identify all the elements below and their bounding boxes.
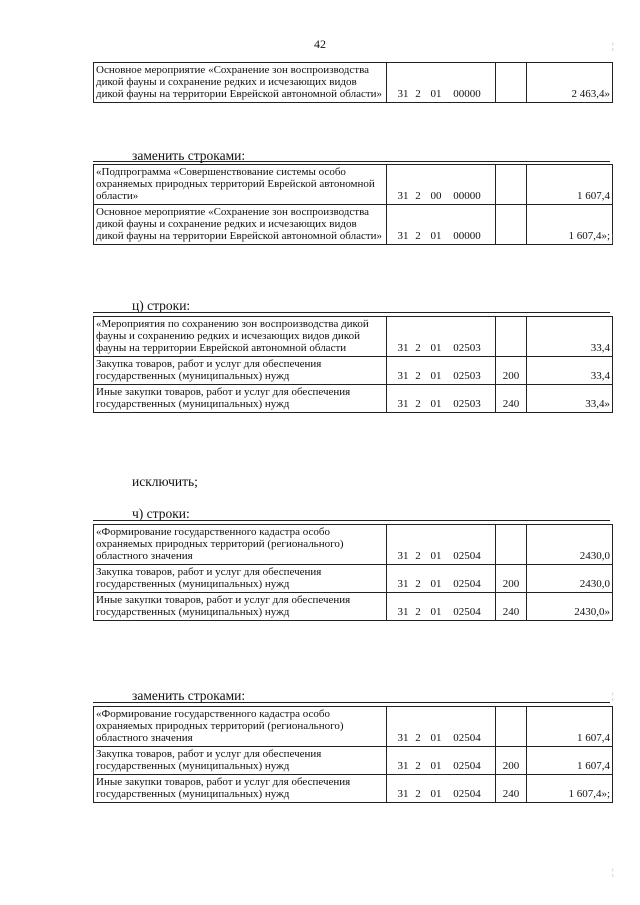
code-part-c1: 31 [397, 370, 409, 382]
expense-type-cell: 200 [496, 357, 527, 385]
scan-edge-mark: ¦ [612, 233, 614, 243]
expense-type-cell [496, 525, 527, 565]
table-original-main-event [93, 62, 613, 103]
code-part-c4: 02504 [453, 578, 481, 590]
heading-section-ch: ч) строки: [132, 506, 190, 521]
divider-line [93, 312, 610, 313]
code-part-c2: 2 [415, 788, 421, 800]
code-part-c4: 02503 [453, 398, 481, 410]
code-part-c4: 00000 [453, 88, 481, 100]
row-name-cell: Закупка товаров, работ и услуг для обеспечения государственных (муниципальных) нужд [94, 357, 387, 385]
row-name-cell: Иные закупки товаров, работ и услуг для обеспечения государственных (муниципальных) нужд [94, 593, 387, 621]
code-part-c1: 31 [397, 578, 409, 590]
row-name-cell: «Подпрограмма «Совершенствование системы особо охраняемых природных территорий Еврейской автономной области» [94, 165, 387, 205]
row-name-cell: «Формирование государственного кадастра особо охраняемых природных территорий (регионального) областного значения [94, 525, 387, 565]
code-part-c3: 01 [430, 230, 442, 242]
code-part-c2: 2 [415, 550, 421, 562]
code-part-c2: 2 [415, 88, 421, 100]
code-part-c2: 2 [415, 398, 421, 410]
code-part-c3: 01 [430, 370, 442, 382]
amount-cell: 33,4 [527, 317, 613, 357]
amount-cell: 1 607,4»; [527, 775, 613, 803]
expense-type-cell: 240 [496, 593, 527, 621]
expense-type-cell [496, 317, 527, 357]
heading-replace-with-rows-2: заменить строками: [132, 688, 246, 703]
code-part-c4: 02503 [453, 370, 481, 382]
row-name-cell: Основное мероприятие «Сохранение зон воспроизводства дикой фауны и сохранение редких и исчезающих видов дикой фауны на территории Еврейской автономной области» [94, 63, 387, 103]
scan-edge-mark: ¦ [612, 691, 614, 701]
code-part-c3: 01 [430, 88, 442, 100]
code-part-c2: 2 [415, 230, 421, 242]
table-replacement-subprogram [93, 164, 613, 245]
classification-code-cell [387, 63, 496, 103]
code-part-c4: 00000 [453, 230, 481, 242]
divider-line [93, 161, 610, 162]
amount-cell: 33,4» [527, 385, 613, 413]
table-row [94, 165, 613, 205]
page-number: 42 [314, 37, 326, 51]
classification-code-cell [387, 747, 496, 775]
table-section-ch-rows [93, 524, 613, 621]
code-part-c2: 2 [415, 342, 421, 354]
row-name-cell: Основное мероприятие «Сохранение зон воспроизводства дикой фауны и сохранение редких и исчезающих видов дикой фауны на территории Еврейской автономной области» [94, 205, 387, 245]
code-part-c2: 2 [415, 760, 421, 772]
code-part-c3: 01 [430, 760, 442, 772]
code-part-c3: 01 [430, 398, 442, 410]
classification-code-cell [387, 707, 496, 747]
table-row [94, 317, 613, 357]
code-part-c1: 31 [397, 732, 409, 744]
row-name-cell: «Мероприятия по сохранению зон воспроизводства дикой фауны и сохранению редких и исчезающих видов дикой фауны на территории Еврейской автономной области [94, 317, 387, 357]
classification-code-cell [387, 357, 496, 385]
code-part-c2: 2 [415, 190, 421, 202]
code-part-c1: 31 [397, 550, 409, 562]
amount-cell: 1 607,4»; [527, 205, 613, 245]
classification-code-cell [387, 565, 496, 593]
classification-code-cell [387, 317, 496, 357]
classification-code-cell [387, 525, 496, 565]
row-name-cell: Закупка товаров, работ и услуг для обеспечения государственных (муниципальных) нужд [94, 565, 387, 593]
table-row [94, 707, 613, 747]
code-part-c3: 01 [430, 578, 442, 590]
amount-cell: 2430,0 [527, 525, 613, 565]
code-part-c4: 02504 [453, 732, 481, 744]
table-row [94, 357, 613, 385]
amount-cell: 2 463,4» [527, 63, 613, 103]
classification-code-cell [387, 205, 496, 245]
divider-line [93, 520, 610, 521]
code-part-c2: 2 [415, 370, 421, 382]
code-part-c4: 02504 [453, 550, 481, 562]
classification-code-cell [387, 775, 496, 803]
amount-cell: 1 607,4 [527, 747, 613, 775]
divider-line [93, 702, 610, 703]
scan-edge-mark: ¦ [612, 41, 614, 51]
table-row [94, 747, 613, 775]
code-part-c4: 02504 [453, 788, 481, 800]
code-part-c3: 01 [430, 342, 442, 354]
amount-cell: 1 607,4 [527, 707, 613, 747]
code-part-c4: 02503 [453, 342, 481, 354]
heading-replace-with-rows-1: заменить строками: [132, 148, 246, 163]
table-row [94, 593, 613, 621]
code-part-c3: 01 [430, 606, 442, 618]
classification-code-cell [387, 385, 496, 413]
expense-type-cell [496, 205, 527, 245]
heading-exclude: исключить; [132, 474, 198, 489]
table-row [94, 775, 613, 803]
code-part-c1: 31 [397, 88, 409, 100]
code-part-c4: 02504 [453, 606, 481, 618]
code-part-c2: 2 [415, 606, 421, 618]
code-part-c2: 2 [415, 732, 421, 744]
amount-cell: 33,4 [527, 357, 613, 385]
code-part-c3: 01 [430, 550, 442, 562]
code-part-c1: 31 [397, 398, 409, 410]
row-name-cell: Иные закупки товаров, работ и услуг для обеспечения государственных (муниципальных) нужд [94, 775, 387, 803]
table-row [94, 565, 613, 593]
expense-type-cell: 240 [496, 385, 527, 413]
table-row [94, 385, 613, 413]
table-row [94, 525, 613, 565]
code-part-c1: 31 [397, 342, 409, 354]
expense-type-cell: 200 [496, 565, 527, 593]
code-part-c1: 31 [397, 606, 409, 618]
expense-type-cell: 200 [496, 747, 527, 775]
code-part-c1: 31 [397, 788, 409, 800]
code-part-c1: 31 [397, 190, 409, 202]
code-part-c4: 00000 [453, 190, 481, 202]
code-part-c3: 00 [430, 190, 442, 202]
scan-edge-mark: ¦ [612, 867, 614, 877]
expense-type-cell [496, 707, 527, 747]
code-part-c1: 31 [397, 230, 409, 242]
classification-code-cell [387, 165, 496, 205]
expense-type-cell [496, 165, 527, 205]
row-name-cell: «Формирование государственного кадастра особо охраняемых природных территорий (регионального) областного значения [94, 707, 387, 747]
amount-cell: 2430,0 [527, 565, 613, 593]
table-section-ts-rows [93, 316, 613, 413]
code-part-c2: 2 [415, 578, 421, 590]
classification-code-cell [387, 593, 496, 621]
code-part-c3: 01 [430, 732, 442, 744]
expense-type-cell: 240 [496, 775, 527, 803]
code-part-c3: 01 [430, 788, 442, 800]
row-name-cell: Иные закупки товаров, работ и услуг для обеспечения государственных (муниципальных) нужд [94, 385, 387, 413]
table-replacement-cadastre [93, 706, 613, 803]
heading-section-ts: ц) строки: [132, 298, 191, 313]
row-name-cell: Закупка товаров, работ и услуг для обеспечения государственных (муниципальных) нужд [94, 747, 387, 775]
code-part-c4: 02504 [453, 760, 481, 772]
amount-cell: 2430,0» [527, 593, 613, 621]
amount-cell: 1 607,4 [527, 165, 613, 205]
table-row [94, 63, 613, 103]
code-part-c1: 31 [397, 760, 409, 772]
table-row [94, 205, 613, 245]
expense-type-cell [496, 63, 527, 103]
